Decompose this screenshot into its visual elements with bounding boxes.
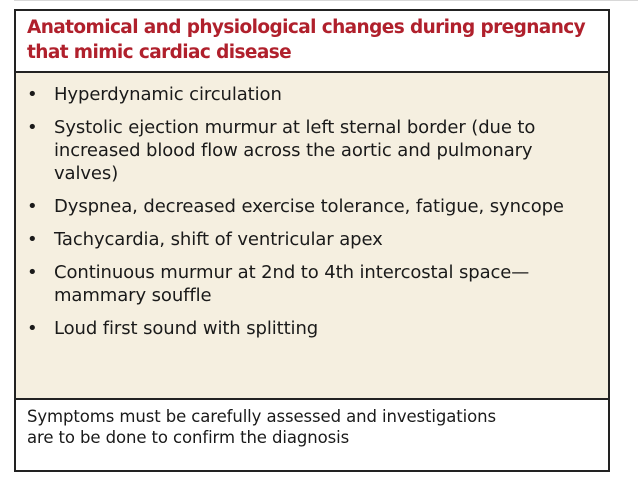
title-line-2: that mimic cardiac disease: [27, 42, 292, 63]
changes-list: [16, 83, 608, 340]
list-item: [16, 116, 608, 185]
list-item: [16, 195, 608, 218]
list-item: [16, 317, 608, 340]
title-line-1: Anatomical and physiological changes during pregnancy: [27, 17, 586, 38]
bullet-icon: •: [27, 318, 38, 339]
table-footer: [16, 400, 608, 470]
bullet-icon: •: [27, 84, 38, 105]
table-title: [27, 15, 608, 65]
list-item-text: Dyspnea, decreased exercise tolerance, fatigue, syncope: [54, 196, 564, 217]
list-item: [16, 261, 608, 307]
bullet-icon: •: [27, 262, 38, 283]
table-body: [16, 73, 608, 400]
bullet-icon: •: [27, 117, 38, 138]
bullet-icon: •: [27, 196, 38, 217]
table-header: [16, 11, 608, 73]
footer-note: [27, 406, 600, 448]
info-table: [14, 9, 610, 472]
list-item: [16, 83, 608, 106]
list-item-text: Tachycardia, shift of ventricular apex: [54, 229, 383, 250]
list-item-text: Hyperdynamic circulation: [54, 84, 282, 105]
list-item-text: Continuous murmur at 2nd to 4th intercostal space—mammary souffle: [54, 262, 530, 306]
footer-line-2: are to be done to confirm the diagnosis: [27, 428, 350, 447]
list-item-text: Systolic ejection murmur at left sternal border (due to increased blood flow across the aortic and pulmonary valves): [54, 117, 536, 184]
bullet-icon: •: [27, 229, 38, 250]
list-item-text: Loud first sound with splitting: [54, 318, 319, 339]
top-divider-line: [14, 0, 638, 1]
footer-line-1: Symptoms must be carefully assessed and investigations: [27, 407, 496, 426]
list-item: [16, 228, 608, 251]
